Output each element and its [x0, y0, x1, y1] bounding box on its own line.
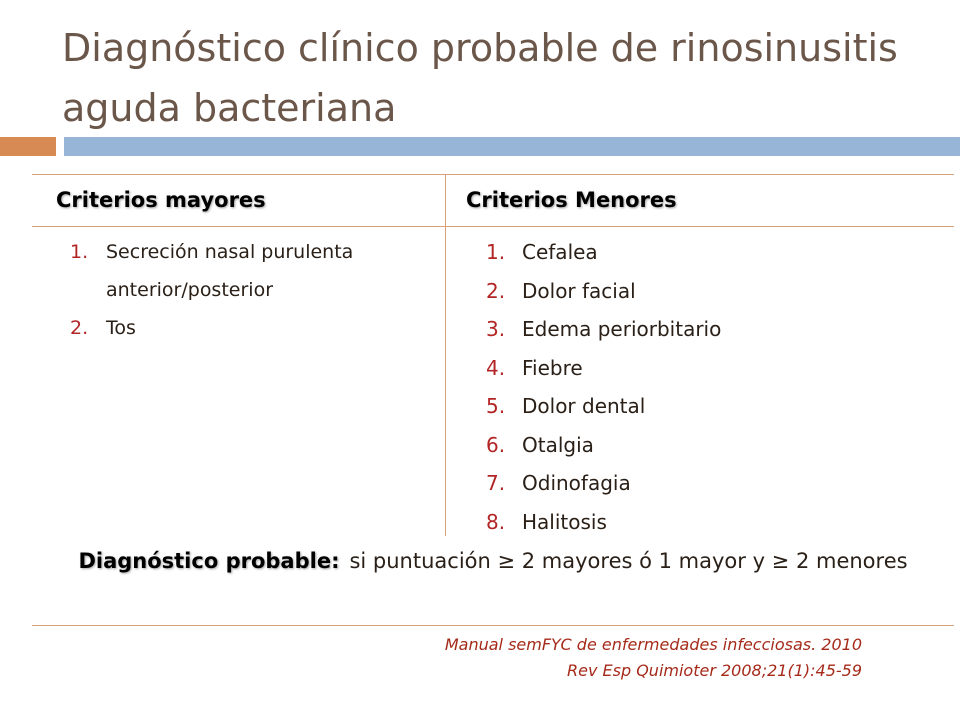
- table-top-rule: [32, 174, 954, 175]
- minor-criteria-header: Criterios Menores: [466, 188, 677, 212]
- list-item: [482, 387, 922, 426]
- minor-criteria-list: [482, 233, 922, 541]
- item-text: Dolor dental: [522, 394, 646, 418]
- list-item: [482, 503, 922, 542]
- item-text: Tos: [106, 317, 136, 339]
- item-number: 8.: [486, 509, 506, 534]
- header-rule: [32, 226, 954, 227]
- item-text: Edema periorbitario: [522, 317, 722, 341]
- item-number: 4.: [486, 355, 506, 380]
- item-number: 6.: [486, 432, 506, 457]
- reference-line: Manual semFYC de enfermedades infecciosas. 2010: [444, 635, 862, 654]
- item-number: 7.: [486, 471, 506, 495]
- item-text: Dolor facial: [522, 278, 636, 303]
- item-number: 2.: [70, 317, 89, 339]
- table-bottom-rule: [32, 625, 954, 626]
- list-item: [482, 272, 922, 311]
- item-text: Cefalea: [522, 240, 598, 264]
- item-number: 5.: [486, 394, 506, 418]
- list-item: [482, 426, 922, 465]
- list-item: [66, 309, 446, 347]
- accent-bar-orange: [0, 137, 56, 156]
- item-text: Fiebre: [522, 355, 583, 380]
- list-item: [482, 464, 922, 503]
- references: [445, 632, 862, 684]
- item-text: Odinofagia: [522, 471, 631, 495]
- item-number: 1.: [486, 240, 506, 264]
- slide-title: Diagnóstico clínico probable de rinosinusitis aguda bacteriana: [62, 26, 898, 130]
- column-divider: [445, 175, 446, 536]
- item-number: 3.: [486, 317, 506, 341]
- diagnosis-text: si puntuación ≥ 2 mayores ó 1 mayor y ≥ 2 menores: [349, 549, 908, 573]
- diagnosis-rule: [32, 542, 954, 580]
- item-text: Secreción nasal purulenta anterior/posterior: [106, 241, 354, 301]
- item-number: 2.: [486, 278, 506, 303]
- major-criteria-header: Criterios mayores: [56, 188, 266, 212]
- list-item: [66, 233, 446, 309]
- item-number: 1.: [70, 241, 89, 263]
- accent-bar-blue: [64, 137, 960, 156]
- list-item: [482, 310, 922, 349]
- list-item: [482, 233, 922, 272]
- diagnosis-label: Diagnóstico probable:: [78, 549, 340, 573]
- item-text: Otalgia: [522, 432, 594, 457]
- major-criteria-list: [66, 233, 446, 347]
- list-item: [482, 349, 922, 388]
- item-text: Halitosis: [522, 509, 607, 534]
- reference-line: Rev Esp Quimioter 2008;21(1):45-59: [567, 661, 862, 680]
